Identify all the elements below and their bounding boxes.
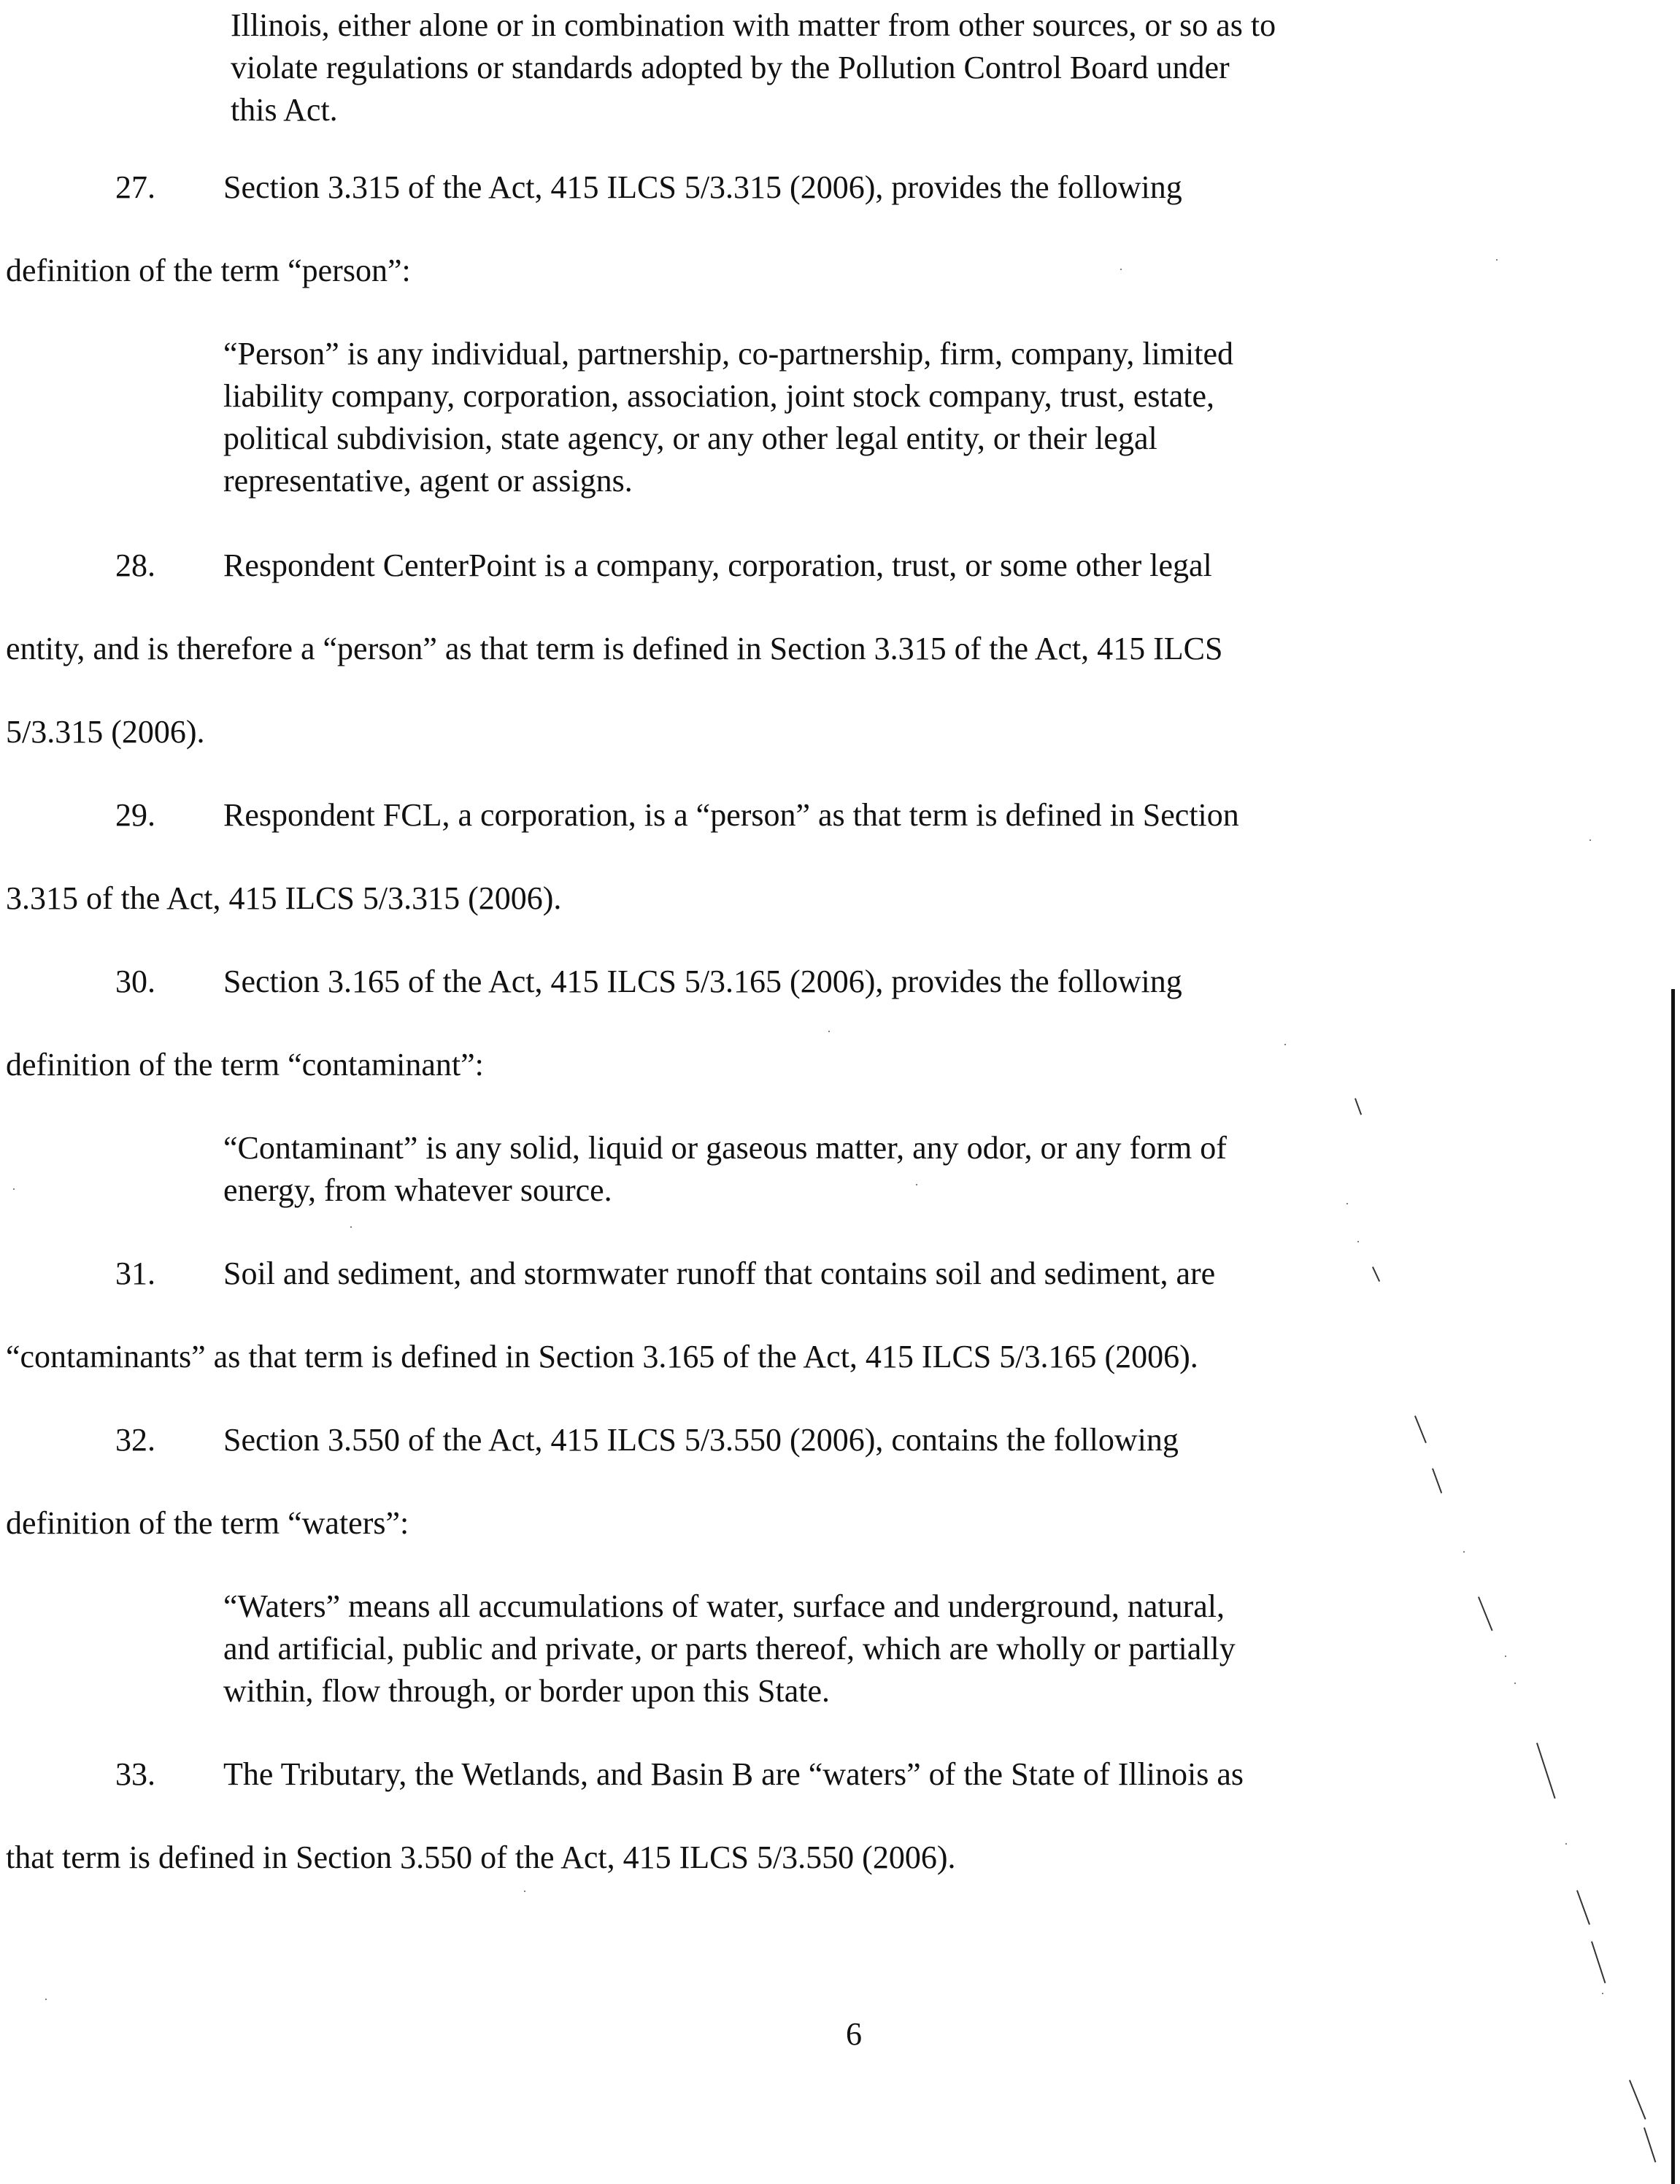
paragraph-31-line-2: “contaminants” as that term is defined in Section 3.165 of the Act, 415 ILCS 5/3.165 (2006). [6,1339,1198,1374]
scan-speck [1357,1241,1359,1242]
scan-speck [1463,1551,1465,1553]
paragraph-32-line-1: Section 3.550 of the Act, 415 ILCS 5/3.550 (2006), contains the following [223,1422,1179,1458]
scan-speck [916,1184,917,1185]
scan-speck [1505,1656,1506,1657]
paragraph-27-line-2: definition of the term “person”: [6,253,411,288]
scan-speck [1346,1203,1348,1204]
scan-stroke [1478,1596,1493,1631]
paragraph-30-line-1: Section 3.165 of the Act, 415 ILCS 5/3.165 (2006), provides the following [223,964,1182,999]
paragraph-30-line-2: definition of the term “contaminant”: [6,1047,484,1083]
scan-stroke [1536,1742,1556,1799]
scan-speck [1565,1843,1567,1845]
scan-speck [524,1891,525,1892]
scan-speck [1514,1683,1516,1684]
scan-stroke [1576,1890,1590,1925]
scan-margin-bar [1671,989,1675,2184]
paragraph-number-33: 33. [115,1756,155,1792]
scan-stroke [1644,2127,1656,2162]
paragraph-32-line-2: definition of the term “waters”: [6,1505,409,1541]
paragraph-28-line-2: entity, and is therefore a “person” as that term is defined in Section 3.315 of the Act, 415 ILCS [6,631,1223,666]
paragraph-number-29: 29. [115,797,155,833]
page-number: 6 [846,2016,862,2052]
paragraph-number-31: 31. [115,1256,155,1291]
paragraph-31-line-1: Soil and sediment, and stormwater runoff that contains soil and sediment, are [223,1256,1216,1291]
scan-speck [1284,1044,1286,1045]
paragraph-number-30: 30. [115,964,155,999]
paragraph-27-line-1: Section 3.315 of the Act, 415 ILCS 5/3.315 (2006), provides the following [223,169,1182,205]
paragraph-28-line-3: 5/3.315 (2006). [6,714,205,750]
person-definition-quote: “Person” is any individual, partnership, co-partnership, firm, company, limited liability company, corporation, association, joint stock company, trust, estate, political subdivision, state agency, or any other legal entity, or their legal representative, agent or assigns. [223,336,1234,499]
scan-speck [1120,269,1122,270]
paragraph-number-27: 27. [115,169,155,205]
paragraph-number-32: 32. [115,1422,155,1458]
scan-speck [13,1188,15,1190]
scan-speck [45,1999,47,2000]
scan-speck [350,1226,352,1228]
scan-stroke [1355,1098,1362,1115]
paragraph-33-line-2: that term is defined in Section 3.550 of the Act, 415 ILCS 5/3.550 (2006). [6,1839,956,1875]
scan-stroke [1629,2080,1646,2120]
paragraph-33-line-1: The Tributary, the Wetlands, and Basin B are “waters” of the State of Illinois as [223,1756,1244,1792]
scan-speck [1602,1993,1603,1994]
scan-speck [1590,839,1591,841]
paragraph-number-28: 28. [115,547,155,583]
paragraph-28-line-1: Respondent CenterPoint is a company, corporation, trust, or some other legal [223,547,1212,583]
scan-stroke [1432,1468,1442,1493]
scan-stroke [1372,1266,1380,1282]
opening-quote-block: Illinois, either alone or in combination with matter from other sources, or so as to violate regulations or standards adopted by the Pollution Control Board under this Act. [231,7,1276,128]
paragraph-29-line-1: Respondent FCL, a corporation, is a “person” as that term is defined in Section [223,797,1239,833]
scan-speck [1496,259,1498,261]
paragraph-29-line-2: 3.315 of the Act, 415 ILCS 5/3.315 (2006). [6,880,562,916]
scan-stroke [1591,1941,1606,1983]
contaminant-definition-quote: “Contaminant” is any solid, liquid or gaseous matter, any odor, or any form of energy, from whatever source. [223,1130,1227,1208]
waters-definition-quote: “Waters” means all accumulations of water, surface and underground, natural, and artificial, public and private, or parts thereof, which are wholly or partially within, flow through, or border upon this State. [223,1588,1236,1709]
scan-stroke [1414,1415,1427,1443]
scan-speck [828,1031,830,1032]
